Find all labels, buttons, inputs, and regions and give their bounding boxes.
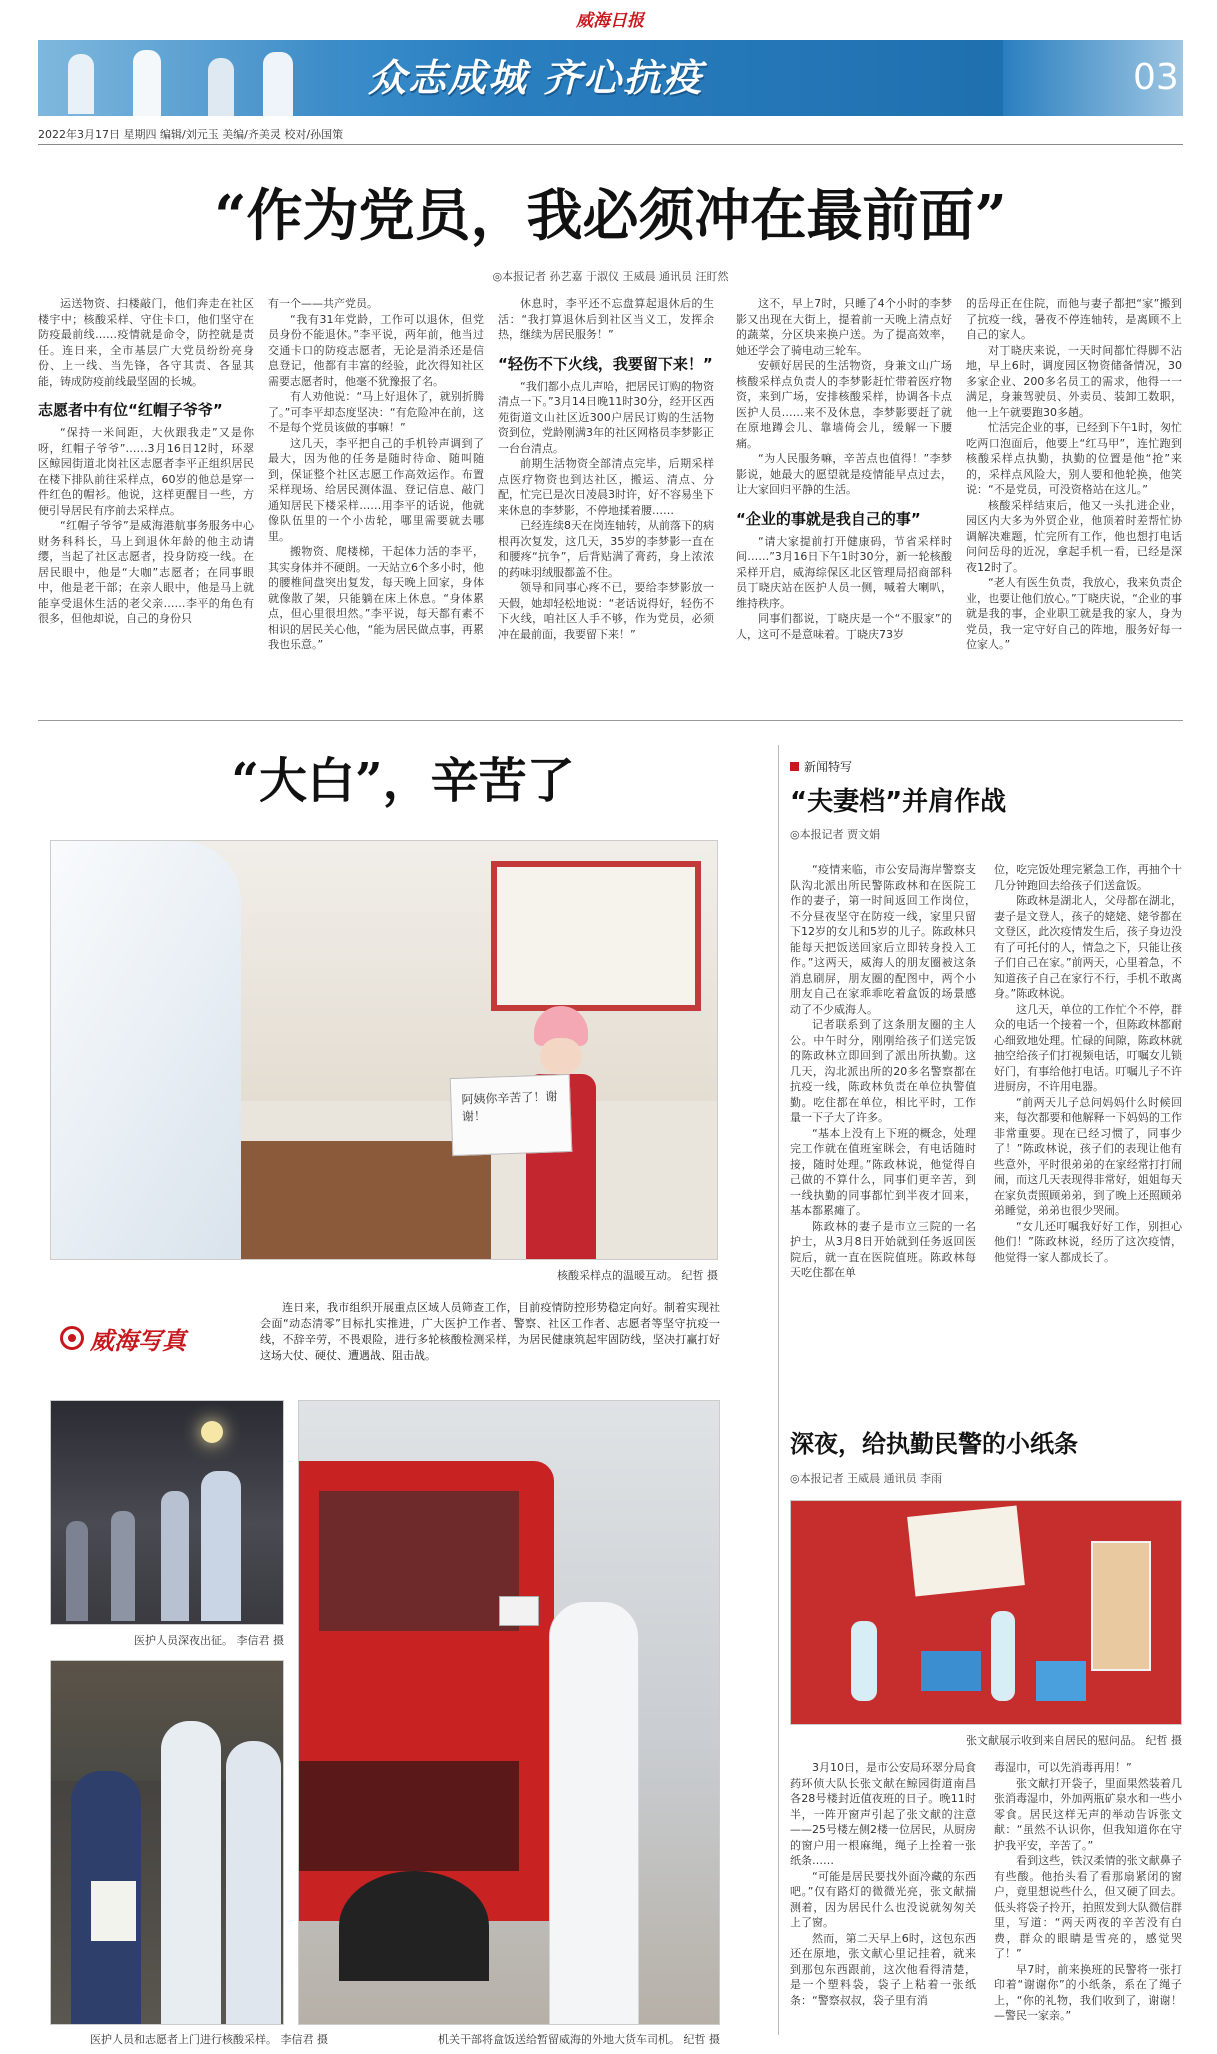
paragraph: 安顿好居民的生活物资，身兼文山广场核酸采样点负责人的李梦影赶忙带着医疗物资，来到广场，安排核酸采样，协调各卡点医护人员……来不及休息，李梦影要赶了就在原地蹲会儿、靠墙倚会儿，缓解一下腰痛。 bbox=[736, 359, 952, 450]
lead-column-3 bbox=[498, 296, 714, 701]
brand-logo bbox=[60, 1318, 230, 1358]
lead-byline: ◎本报记者 孙艺嘉 于淑仪 王威晨 通讯员 汪盯然 bbox=[492, 270, 729, 283]
night-figure-2 bbox=[161, 1491, 189, 1621]
lead-column-1 bbox=[38, 296, 254, 701]
paragraph: 已经连续8天在岗连轴转，从前落下的病根再次复发，这几天，35岁的李梦影一直在和腰疼“抗争”，后背贴满了膏药，身上浓浓的药味羽绒服都盖不住。 bbox=[498, 519, 714, 579]
paragraph: 这几天，李平把自己的手机铃声调到了最大，因为他的任务是随时待命、随叫随到，保证整个社区志愿工作高效运作。布置采样现场、给居民测体温、登记信息、敲门通知居民下楼采样……用李平的话说，他就像队伍里的一个小齿轮，哪里需要就去哪里。 bbox=[268, 436, 484, 543]
paragraph: 陈政林是湖北人，父母都在湖北，妻子是文登人，孩子的姥姥、姥爷都在文登区，此次疫情发生后，孩子身边没有了可托付的人，情急之下，只能让孩子们自己在家。”前两天，心里着急，不知道孩子自己在家行不行，手机不敢离身。”陈政林说。 bbox=[994, 894, 1182, 1000]
banner-figure-1 bbox=[68, 54, 94, 114]
paragraph: 3月10日，是市公安局环翠分局食药环侦大队长张文献在鲸园街道南昌各28号楼封近值夜班的日子。晚11时半，一阵开窗声引起了张文献的注意——25号楼左侧2楼一位居民，从厨房的窗户用一根麻绳，绳子上拴着一张纸条…… bbox=[790, 1761, 976, 1867]
section-tag bbox=[790, 758, 990, 774]
banner bbox=[38, 40, 1183, 116]
tag-square-icon bbox=[790, 762, 799, 771]
camera-icon bbox=[60, 1326, 84, 1350]
paragraph: 毒湿巾，可以先消毒再用！” bbox=[994, 1761, 1132, 1774]
couple-column-1 bbox=[790, 862, 976, 1432]
paragraph: 陈政林的妻子是市立三院的一名护士，从3月8日开始就到任务返回医院后，就一直在医院值班。陈政林每天吃住都在单 bbox=[790, 1219, 976, 1279]
paragraph: “我有31年党龄，工作可以退休，但党员身份不能退休。”李平说，两年前，他当过交通卡口的防疫志愿者，无论是消杀还是信息登记，他都有丰富的经验，此次得知社区需要志愿者时，他毫不犹豫报了名。 bbox=[268, 312, 484, 388]
door-figure-2 bbox=[161, 1721, 221, 2025]
paragraph: 记者联系到了这条朋友圈的主人公。中午时分，刚刚给孩子们送完饭的陈政林立即回到了派出所执勤。这几天，沟北派出所的20多名警察都在抗疫一线，陈政林负责在单位执警值勤。吃住都在单位，相比平时，工作量一下子大了许多。 bbox=[790, 1018, 976, 1124]
lead-column-5 bbox=[966, 296, 1182, 701]
note-wipes bbox=[921, 1651, 981, 1691]
truck-grille bbox=[299, 1761, 519, 1871]
paragraph: 连日来，我市组织开展重点区域人员筛查工作，目前疫情防控形势稳定向好。制着实现社会面“动态清零”目标扎实推进，广大医护工作者、警察、社区工作者、志愿者等坚守抗疫一线，不辞辛劳，不畏艰险，进行多轮核酸检测采样，为居民健康筑起牢固防线，坚决打赢打好这场大仗、硬仗、遭遇战、阻击战。 bbox=[260, 1301, 720, 1362]
note-byline: ◎本报记者 王威晨 通讯员 李雨 bbox=[790, 1472, 943, 1485]
note-photo-caption: 张文献展示收到来自居民的慰问品。 纪哲 摄 bbox=[966, 1734, 1182, 1747]
page-meta: 2022年3月17日 星期四 编辑/刘元玉 美编/齐美灵 校对/孙国策 bbox=[38, 128, 344, 141]
main-photo-caption: 核酸采样点的温暖互动。 纪哲 摄 bbox=[557, 1269, 718, 1282]
door-photo-caption: 医护人员和志愿者上门进行核酸采样。 李信君 摄 bbox=[90, 2033, 328, 2046]
truck-food-bag bbox=[499, 1596, 539, 1626]
note-column-2 bbox=[994, 1760, 1182, 2045]
lead-column-4 bbox=[736, 296, 952, 701]
night-photo bbox=[50, 1400, 284, 1625]
page-number: 03 bbox=[1133, 57, 1179, 98]
header-rule bbox=[38, 144, 1183, 145]
paragraph: “老人有医生负责，我放心，我来负责企业，也要让他们放心。”丁晓庆说，“企业的事就是我的事，企业职工就是我的家人，身为党员，我一定守好自己的阵地，服务好每一位家人。” bbox=[966, 576, 1182, 651]
paragraph: “基本上没有上下班的概念，处理完工作就在值班室眯会，有电话随时接，随时处理。”陈政林说，他觉得自己做的不算什么，同事们更辛苦，到一线执勤的同事都忙到半夜才回来，基本都累瘫了。 bbox=[790, 1126, 976, 1217]
lead-headline: “作为党员，我必须冲在最前面” bbox=[214, 183, 1007, 249]
brand-text: 威海写真 bbox=[90, 1326, 186, 1355]
truck-wheel bbox=[339, 1871, 489, 1981]
child-sign: 阿姨你辛苦了！谢谢！ bbox=[450, 1074, 573, 1156]
couple-column-2 bbox=[994, 862, 1182, 1432]
paragraph: 这不，早上7时，只睡了4个小时的李梦影又出现在大街上，提着前一天晚上清点好的蔬菜，分区块来换户送。为了提高效率，她还学会了骑电动三轮车。 bbox=[736, 297, 952, 357]
note-column-1 bbox=[790, 1760, 976, 2045]
night-figure-1 bbox=[201, 1471, 241, 1621]
paragraph: 前期生活物资全部清点完毕，后期采样点医疗物资也到达社区，搬运、清点、分配，忙完已是次日凌晨3时许，好不容易坐下来休息的李梦影，不停地揉着腰…… bbox=[498, 457, 714, 517]
paragraph: 有一个——共产党员。 bbox=[268, 297, 378, 310]
paragraph: 看到这些，铁汉柔情的张文献鼻子有些酸。他抬头看了看那扇紧闭的窗户，竟里想说些什么，但又硬了回去。低头将袋子拎开，拍照发到大队微信群里，写道：“两天两夜的辛苦没有白费，群众的眼睛是雪亮的，感觉哭了！” bbox=[994, 1854, 1182, 1960]
paragraph: “为人民服务嘛，辛苦点也值得！”李梦影说，她最大的愿望就是疫情能早点过去，让大家回归平静的生活。 bbox=[736, 452, 952, 496]
couple-byline: ◎本报记者 贾文娟 bbox=[790, 828, 881, 841]
paragraph: “疫情来临，市公安局海岸警察支队沟北派出所民警陈政林和在医院工作的妻子，第一时间返回工作岗位，不分昼夜坚守在防疫一线，家里只留下12岁的女儿和5岁的儿子。陈政林只能每天把饭送回家后立即转身投入工作。”这两天，威海人的朋友圈被这条消息刷屏，朋友圈的配图中，两个小朋友自己在家乖乖吃着盒饭的场景感动了不少威海人。 bbox=[790, 863, 976, 1016]
photo-window bbox=[491, 861, 701, 1011]
banner-figure-4 bbox=[263, 52, 293, 116]
paragraph: 张文献打开袋子，里面果然装着几张消毒湿巾，外加两瓶矿泉水和一些小零食。居民这样无声的举动告诉张文献：“虽然不认识你，但我知道你在守护我平安，辛苦了。” bbox=[994, 1776, 1182, 1852]
paragraph: 核酸采样结束后，他又一头扎进企业，园区内大多为外贸企业，他顶着时差帮忙协调解决难题，忙完所有工作，他也想打电话问问岳母的近况，拿起手机一看，已经是深夜12时了。 bbox=[966, 498, 1182, 574]
lead-subhead-1: 志愿者中有位“红帽子爷爷” bbox=[38, 401, 223, 419]
note-snack-bag bbox=[1091, 1541, 1151, 1671]
tag-label: 新闻特写 bbox=[804, 759, 853, 774]
lead-column-2 bbox=[268, 296, 484, 701]
note-wipes-2 bbox=[1036, 1661, 1086, 1701]
paragraph: 这几天，单位的工作忙个不停，群众的电话一个接着一个，但陈政林都耐心细致地处理。忙碌的间隙，陈政林就抽空给孩子们打视频电话，叮嘱女儿锁好门，有事给他打电话。叮嘱儿子不许进厨房，不许用电器。 bbox=[994, 1002, 1182, 1093]
note-headline: 深夜，给执勤民警的小纸条 bbox=[790, 1420, 1182, 1468]
night-light bbox=[201, 1421, 223, 1443]
paragraph: “可能是居民要找外面冷藏的东西吧。”仅有路灯的微微光亮，张文献揣测着，因为居民什么也没说就匆匆关上了窗。 bbox=[790, 1869, 976, 1929]
paragraph: 位，吃完饭处理完紧急工作，再抽个十几分钟跑回去给孩子们送盒饭。 bbox=[994, 863, 1182, 892]
paragraph: 休息时，李平还不忘盘算起退休后的生活：“我打算退休后到社区当义工，发挥余热，继续为居民服务！” bbox=[498, 297, 714, 341]
note-photo bbox=[790, 1500, 1182, 1725]
photo-story-intro bbox=[260, 1300, 720, 1380]
note-bottle-1 bbox=[851, 1621, 877, 1701]
section-rule bbox=[38, 720, 1183, 721]
column-divider bbox=[778, 745, 779, 2035]
photo-medic bbox=[51, 841, 241, 1260]
lead-subhead-3: “企业的事就是我自己的事” bbox=[736, 509, 921, 528]
couple-headline: “夫妻档”并肩作战 bbox=[790, 787, 1007, 817]
masthead: 威海日报 bbox=[576, 11, 644, 31]
truck-worker bbox=[549, 1601, 639, 2025]
note-paper bbox=[907, 1505, 1025, 1596]
door-paper bbox=[91, 1881, 136, 1941]
night-figure-3 bbox=[111, 1511, 135, 1621]
paragraph: “女儿还叮嘱我好好工作，别担心他们！”陈政林说，经历了这次疫情，他觉得一家人都成长了。 bbox=[994, 1219, 1182, 1264]
paragraph: 早7时，前来换班的民警将一张打印着“谢谢你”的小纸条，系在了绳子上，“你的礼物，我们收到了，谢谢！—警民一家亲。” bbox=[994, 1962, 1182, 2022]
truck-window bbox=[319, 1491, 519, 1631]
paragraph: “红帽子爷爷”是威海港航事务服务中心财务科科长，马上到退休年龄的他主动请缨，当起了社区志愿者，投身防疫一线。在居民眼中，他是“大咖”志愿者；在同事眼中，他是老干部；在亲人眼中，他是马上就能享受退休生活的老父亲……李平的角色有很多，但他却说，自己的身份只 bbox=[38, 519, 254, 625]
lead-intro: 运送物资、扫楼敲门，他们奔走在社区楼宇中；核酸采样、守住卡口，他们坚守在防疫最前线……疫情就是命令，防控就是责任。连日来，全市基层广大党员纷纷亮身份、上一线、当先锋，各守其责、各显其能，铸成防疫前线最坚固的长城。 bbox=[38, 297, 254, 388]
paragraph: “请大家提前打开健康码，节省采样时间……”3月16日下午1时30分，新一轮核酸采样开启，威海综保区北区管理局招商部科员丁晓庆站在医护人员一侧，喊着大喇叭，维持秩序。 bbox=[736, 534, 952, 610]
main-photo bbox=[50, 840, 718, 1260]
paragraph: “保持一米间距，大伙跟我走”又是你呀，红帽子爷爷”……3月16日12时，环翠区鲸园街道北岗社区志愿者李平正组织居民在楼下排队前往采样点，60岁的他总是穿一件红色的帽衫。他说，这样更醒目一些，方便引导居民有序前去采样点。 bbox=[38, 426, 254, 517]
paragraph: “我们都小点儿声哈，把居民订购的物资清点一下。”3月14日晚11时30分，经开区西苑街道文山社区近300户居民订购的生活物资到位，党龄刚满3年的社区网格员李梦影正一台台清点。 bbox=[498, 379, 714, 455]
truck-photo-caption: 机关干部将盒饭送给暂留威海的外地大货车司机。 纪哲 摄 bbox=[438, 2033, 720, 2046]
paragraph: 领导和同事心疼不已，要给李梦影放一天假，她却轻松地说：“老话说得好，轻伤不下火线，咱社区人手不够，作为党员，必须冲在最前面，我要留下来！” bbox=[498, 581, 714, 641]
note-bottle-2 bbox=[991, 1611, 1015, 1701]
paragraph: 同事们都说，丁晓庆是一个“不服家”的人，这可不是意味着。丁晓庆73岁 bbox=[736, 612, 952, 641]
photo-story-headline: “大白”，辛苦了 bbox=[231, 753, 575, 809]
paragraph: 的岳母正在住院，而他与妻子都把“家”搬到了抗疫一线，暑夜不停连轴转，是离顾不上自己的家人。 bbox=[966, 297, 1182, 341]
lead-subhead-2: “轻伤不下火线，我要留下来！” bbox=[498, 354, 713, 373]
photo-table bbox=[241, 1141, 491, 1260]
night-photo-caption: 医护人员深夜出征。 李信君 摄 bbox=[134, 1634, 284, 1647]
paragraph: 对丁晓庆来说，一天时间都忙得脚不沾地，早上6时，调度园区物资储备情况，30多家企业、200多名员工的需求，他得一一满足，身兼驾驶员、外卖员、装卸工数职，他一上午就要跑30多趟。 bbox=[966, 343, 1182, 419]
paragraph: “前两天儿子总问妈妈什么时候回来，每次都要和他解释一下妈妈的工作非常重要。现在已经习惯了，同事少了！”陈政林说，孩子们的表现让他有些意外，平时很弟弟的在家经常打打闹闹，而这几天表现得非常好，姐姐每天在家负责照顾弟弟，到了晚上还照顾弟弟睡觉，弟弟也很少哭闹。 bbox=[994, 1095, 1182, 1217]
truck-photo bbox=[298, 1400, 720, 2025]
paragraph: 搬物资、爬楼梯，干起体力活的李平，其实身体并不硬朗。一天站立6个多小时，他的腰椎间盘突出复发，每天晚上回家，身体就像散了架，只能躺在床上休息。“身体累点，但心里很坦然。”李平说，每天都有素不相识的居民关心他，“能为居民做点事，再累我也乐意。” bbox=[268, 545, 484, 651]
banner-figure-3 bbox=[208, 58, 234, 116]
paragraph: 有人劝他说：“马上好退休了，就别折腾了。”可李平却态度坚决：“有危险冲在前，这不是每个党员该做的事嘛！” bbox=[268, 390, 484, 434]
banner-figure-2 bbox=[133, 50, 161, 116]
paragraph: 然而，第二天早上6时，这包东西还在原地，张文献心里记挂着，就来到那包东西跟前，这次他看得清楚，是一个塑料袋，袋子上粘着一张纸条：“警察叔叔，袋子里有消 bbox=[790, 1931, 976, 2007]
door-photo bbox=[50, 1660, 284, 2025]
child-face bbox=[540, 1038, 582, 1074]
banner-title: 众志成城 齐心抗疫 bbox=[368, 56, 704, 100]
door-figure-3 bbox=[226, 1741, 281, 2025]
night-figure-4 bbox=[66, 1521, 88, 1621]
paragraph: 忙活完企业的事，已经到下午1时，匆忙吃两口泡面后，他要上“红马甲”，连忙跑到核酸采样点执勤，执勤的位置是他“抢”来的，采样点风险大，别人要和他轮换，他笑说：“不是党员，可没资格站在这儿。” bbox=[966, 421, 1182, 496]
